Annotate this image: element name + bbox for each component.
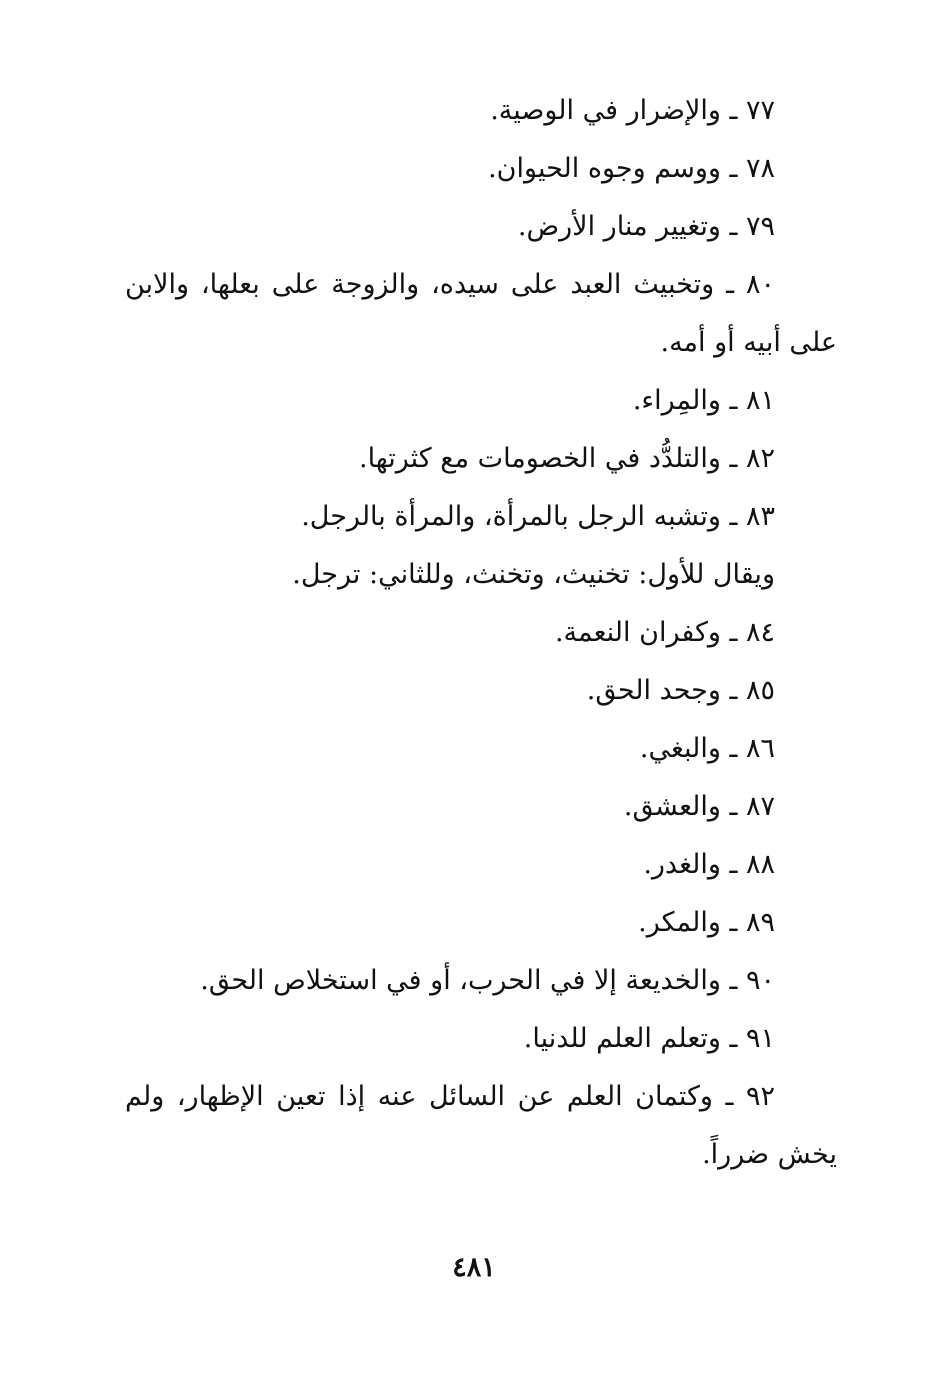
list-item: ٨١ ـ والمِراء. xyxy=(632,385,775,416)
list-item: ٨٩ ـ والمكر. xyxy=(638,907,775,938)
page-body xyxy=(125,82,837,1184)
list-item: ٩٢ ـ وكتمان العلم عن السائل عنه إذا تعين الإظهار، ولم يخش ضرراً. xyxy=(125,1081,837,1170)
list-item: ٨٢ ـ والتلدُّد في الخصومات مع كثرتها. xyxy=(358,443,775,474)
list-item: ٧٧ ـ والإضرار في الوصية. xyxy=(490,95,775,126)
list-item: ٨٣ ـ وتشبه الرجل بالمرأة، والمرأة بالرجل. xyxy=(301,501,775,532)
list-item: ٩٠ ـ والخديعة إلا في الحرب، أو في استخلاص الحق. xyxy=(200,965,775,996)
list-item: ٨٤ ـ وكفران النعمة. xyxy=(554,617,775,648)
list-item: ٨٧ ـ والعشق. xyxy=(623,791,775,822)
note-line: ويقال للأول: تخنيث، وتخنث، وللثاني: ترجل. xyxy=(292,559,775,590)
page-number: ٤٨١ xyxy=(452,1252,496,1283)
list-item: ٨٠ ـ وتخبيث العبد على سيده، والزوجة على بعلها، والابن على أبيه أو أمه. xyxy=(125,269,837,358)
list-item: ٩١ ـ وتعلم العلم للدنيا. xyxy=(523,1023,775,1054)
list-item: ٧٩ ـ وتغيير منار الأرض. xyxy=(517,211,775,242)
list-item: ٨٦ ـ والبغي. xyxy=(639,733,775,764)
list-item: ٧٨ ـ ووسم وجوه الحيوان. xyxy=(488,153,775,184)
list-item: ٨٨ ـ والغدر. xyxy=(643,849,775,880)
list-item: ٨٥ ـ وجحد الحق. xyxy=(586,675,775,706)
